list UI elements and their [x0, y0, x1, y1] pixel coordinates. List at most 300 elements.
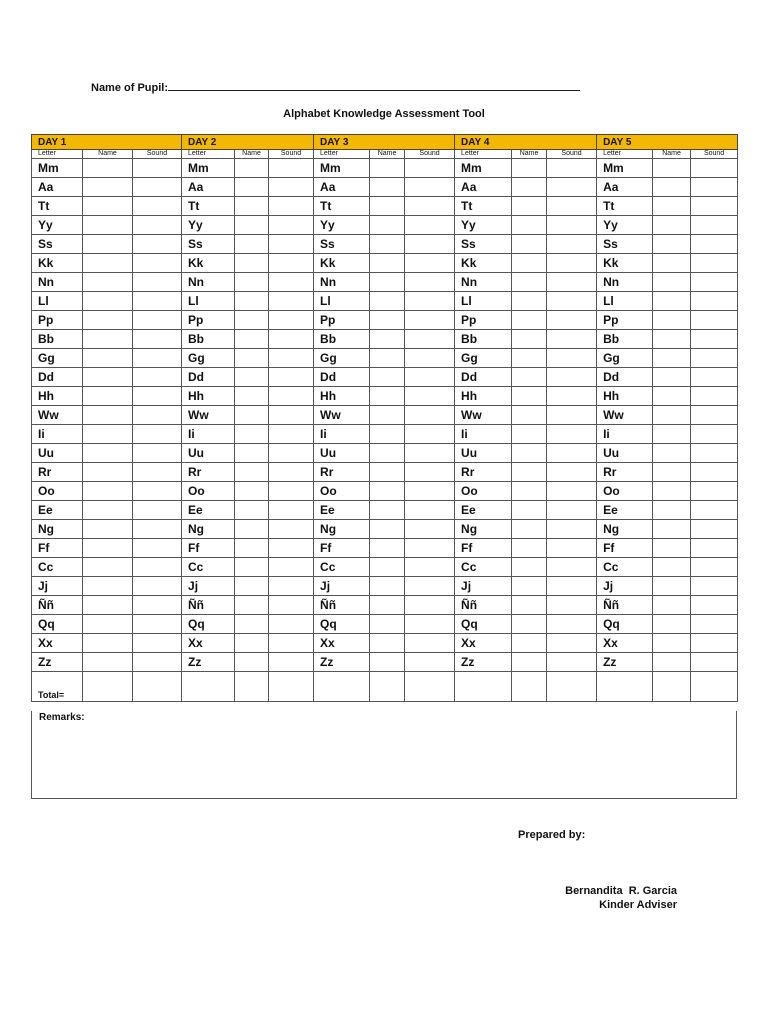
sound-check-cell[interactable] — [269, 330, 314, 349]
letter-row — [32, 197, 738, 216]
name-check-cell[interactable] — [83, 197, 133, 216]
letter-cell: Yy — [182, 216, 235, 235]
sound-check-cell[interactable] — [405, 159, 455, 178]
name-check-cell[interactable] — [370, 653, 405, 672]
sound-check-cell[interactable] — [405, 197, 455, 216]
name-check-cell[interactable] — [512, 349, 547, 368]
sound-check-cell[interactable] — [269, 216, 314, 235]
sound-check-cell[interactable] — [547, 273, 597, 292]
name-check-cell[interactable] — [370, 197, 405, 216]
name-check-cell[interactable] — [653, 539, 691, 558]
sound-check-cell[interactable] — [133, 216, 182, 235]
name-check-cell[interactable] — [512, 634, 547, 653]
name-check-cell[interactable] — [370, 501, 405, 520]
total-sound-cell[interactable] — [405, 672, 455, 702]
name-check-cell[interactable] — [83, 615, 133, 634]
name-check-cell[interactable] — [235, 596, 269, 615]
sound-check-cell[interactable] — [133, 387, 182, 406]
sound-check-cell[interactable] — [547, 254, 597, 273]
sound-check-cell[interactable] — [133, 539, 182, 558]
sound-check-cell[interactable] — [269, 444, 314, 463]
name-check-cell[interactable] — [370, 520, 405, 539]
name-check-cell[interactable] — [653, 444, 691, 463]
total-name-cell[interactable] — [512, 672, 547, 702]
sound-check-cell[interactable] — [405, 482, 455, 501]
name-check-cell[interactable] — [235, 216, 269, 235]
name-check-cell[interactable] — [512, 482, 547, 501]
name-check-cell[interactable] — [83, 558, 133, 577]
sound-check-cell[interactable] — [133, 311, 182, 330]
name-check-cell[interactable] — [512, 558, 547, 577]
name-check-cell[interactable] — [83, 444, 133, 463]
total-name-cell[interactable] — [370, 672, 405, 702]
sound-check-cell[interactable] — [405, 463, 455, 482]
sound-check-cell[interactable] — [691, 482, 738, 501]
name-check-cell[interactable] — [653, 216, 691, 235]
sound-check-cell[interactable] — [691, 539, 738, 558]
sound-check-cell[interactable] — [269, 368, 314, 387]
name-check-cell[interactable] — [370, 292, 405, 311]
name-check-cell[interactable] — [370, 482, 405, 501]
sound-check-cell[interactable] — [547, 178, 597, 197]
name-check-cell[interactable] — [512, 653, 547, 672]
letter-cell: Bb — [182, 330, 235, 349]
name-check-cell[interactable] — [512, 159, 547, 178]
sound-check-cell[interactable] — [133, 577, 182, 596]
name-check-cell[interactable] — [512, 178, 547, 197]
name-check-cell[interactable] — [653, 482, 691, 501]
sound-check-cell[interactable] — [691, 577, 738, 596]
total-cell[interactable] — [314, 672, 370, 702]
name-check-cell[interactable] — [512, 292, 547, 311]
name-check-cell[interactable] — [512, 615, 547, 634]
sound-check-cell[interactable] — [269, 520, 314, 539]
sound-check-cell[interactable] — [405, 653, 455, 672]
name-check-cell[interactable] — [653, 615, 691, 634]
sound-check-cell[interactable] — [133, 425, 182, 444]
sound-check-cell[interactable] — [405, 311, 455, 330]
sound-check-cell[interactable] — [547, 634, 597, 653]
sound-check-cell[interactable] — [547, 653, 597, 672]
name-check-cell[interactable] — [370, 577, 405, 596]
sound-check-cell[interactable] — [269, 634, 314, 653]
name-check-cell[interactable] — [370, 216, 405, 235]
sound-check-cell[interactable] — [133, 615, 182, 634]
sound-check-cell[interactable] — [269, 596, 314, 615]
sound-check-cell[interactable] — [691, 216, 738, 235]
sound-check-cell[interactable] — [547, 235, 597, 254]
name-check-cell[interactable] — [653, 387, 691, 406]
name-check-cell[interactable] — [235, 501, 269, 520]
sound-check-cell[interactable] — [691, 634, 738, 653]
name-check-cell[interactable] — [235, 482, 269, 501]
name-check-cell[interactable] — [83, 273, 133, 292]
name-check-cell[interactable] — [83, 292, 133, 311]
name-check-cell[interactable] — [235, 387, 269, 406]
sound-check-cell[interactable] — [133, 520, 182, 539]
sound-check-cell[interactable] — [133, 653, 182, 672]
name-check-cell[interactable] — [653, 463, 691, 482]
sound-check-cell[interactable] — [405, 596, 455, 615]
pupil-name-field[interactable] — [91, 79, 580, 94]
name-check-cell[interactable] — [235, 406, 269, 425]
name-check-cell[interactable] — [83, 330, 133, 349]
name-check-cell[interactable] — [235, 577, 269, 596]
sound-check-cell[interactable] — [691, 330, 738, 349]
name-check-cell[interactable] — [653, 330, 691, 349]
name-check-cell[interactable] — [370, 406, 405, 425]
name-check-cell[interactable] — [370, 463, 405, 482]
sound-check-cell[interactable] — [133, 463, 182, 482]
sound-check-cell[interactable] — [133, 349, 182, 368]
sound-check-cell[interactable] — [691, 558, 738, 577]
sound-check-cell[interactable] — [691, 197, 738, 216]
name-check-cell[interactable] — [370, 330, 405, 349]
name-check-cell[interactable] — [235, 273, 269, 292]
name-check-cell[interactable] — [653, 577, 691, 596]
sound-check-cell[interactable] — [405, 444, 455, 463]
sound-check-cell[interactable] — [547, 482, 597, 501]
sound-check-cell[interactable] — [133, 444, 182, 463]
name-check-cell[interactable] — [370, 539, 405, 558]
name-check-cell[interactable] — [370, 235, 405, 254]
sound-check-cell[interactable] — [405, 539, 455, 558]
letter-cell: Qq — [597, 615, 653, 634]
sound-check-cell[interactable] — [405, 558, 455, 577]
sound-check-cell[interactable] — [547, 444, 597, 463]
name-check-cell[interactable] — [235, 558, 269, 577]
sound-check-cell[interactable] — [269, 273, 314, 292]
name-check-cell[interactable] — [370, 425, 405, 444]
name-check-cell[interactable] — [235, 368, 269, 387]
sound-check-cell[interactable] — [133, 292, 182, 311]
sound-check-cell[interactable] — [547, 330, 597, 349]
sound-check-cell[interactable] — [691, 615, 738, 634]
sound-check-cell[interactable] — [269, 387, 314, 406]
sound-check-cell[interactable] — [691, 235, 738, 254]
sound-check-cell[interactable] — [133, 501, 182, 520]
name-check-cell[interactable] — [83, 178, 133, 197]
name-check-cell[interactable] — [370, 159, 405, 178]
sound-check-cell[interactable] — [405, 501, 455, 520]
name-check-cell[interactable] — [83, 463, 133, 482]
sound-check-cell[interactable] — [133, 368, 182, 387]
sound-check-cell[interactable] — [691, 444, 738, 463]
sound-check-cell[interactable] — [547, 577, 597, 596]
sound-check-cell[interactable] — [547, 216, 597, 235]
name-check-cell[interactable] — [235, 254, 269, 273]
name-check-cell[interactable] — [235, 463, 269, 482]
sound-check-cell[interactable] — [405, 216, 455, 235]
name-check-cell[interactable] — [83, 349, 133, 368]
letter-row — [32, 634, 738, 653]
sound-check-cell[interactable] — [405, 292, 455, 311]
sound-check-cell[interactable] — [547, 520, 597, 539]
name-check-cell[interactable] — [512, 216, 547, 235]
name-check-cell[interactable] — [83, 387, 133, 406]
sound-check-cell[interactable] — [405, 520, 455, 539]
name-check-cell[interactable] — [83, 235, 133, 254]
name-check-cell[interactable] — [370, 273, 405, 292]
sound-check-cell[interactable] — [547, 406, 597, 425]
sound-check-cell[interactable] — [405, 425, 455, 444]
sound-check-cell[interactable] — [691, 387, 738, 406]
name-check-cell[interactable] — [512, 273, 547, 292]
name-check-cell[interactable] — [235, 520, 269, 539]
name-check-cell[interactable] — [653, 596, 691, 615]
name-check-cell[interactable] — [235, 159, 269, 178]
sound-check-cell[interactable] — [547, 292, 597, 311]
name-check-cell[interactable] — [83, 216, 133, 235]
name-check-cell[interactable] — [235, 311, 269, 330]
name-check-cell[interactable] — [653, 311, 691, 330]
name-check-cell[interactable] — [83, 254, 133, 273]
sound-check-cell[interactable] — [269, 235, 314, 254]
sound-check-cell[interactable] — [691, 292, 738, 311]
name-check-cell[interactable] — [83, 596, 133, 615]
name-check-cell[interactable] — [653, 368, 691, 387]
name-check-cell[interactable] — [83, 520, 133, 539]
letter-cell: Ng — [455, 520, 512, 539]
name-check-cell[interactable] — [83, 482, 133, 501]
sound-check-cell[interactable] — [133, 330, 182, 349]
sound-check-cell[interactable] — [405, 577, 455, 596]
sound-check-cell[interactable] — [547, 197, 597, 216]
letter-row — [32, 216, 738, 235]
sound-check-cell[interactable] — [133, 482, 182, 501]
sound-check-cell[interactable] — [269, 539, 314, 558]
name-check-cell[interactable] — [83, 634, 133, 653]
name-check-cell[interactable] — [653, 159, 691, 178]
sound-check-cell[interactable] — [269, 653, 314, 672]
sound-check-cell[interactable] — [547, 311, 597, 330]
name-check-cell[interactable] — [370, 254, 405, 273]
sound-check-cell[interactable] — [691, 178, 738, 197]
sound-check-cell[interactable] — [691, 596, 738, 615]
name-check-cell[interactable] — [653, 501, 691, 520]
name-check-cell[interactable] — [653, 273, 691, 292]
name-check-cell[interactable] — [370, 178, 405, 197]
name-check-cell[interactable] — [653, 235, 691, 254]
sound-check-cell[interactable] — [133, 254, 182, 273]
name-check-cell[interactable] — [83, 577, 133, 596]
total-sound-cell[interactable] — [133, 672, 182, 702]
sound-check-cell[interactable] — [691, 159, 738, 178]
name-check-cell[interactable] — [512, 235, 547, 254]
sound-check-cell[interactable] — [691, 368, 738, 387]
name-check-cell[interactable] — [512, 596, 547, 615]
sound-check-cell[interactable] — [547, 501, 597, 520]
sound-check-cell[interactable] — [133, 159, 182, 178]
sound-check-cell[interactable] — [133, 558, 182, 577]
sound-check-cell[interactable] — [691, 406, 738, 425]
sound-check-cell[interactable] — [269, 311, 314, 330]
sound-check-cell[interactable] — [547, 425, 597, 444]
name-check-cell[interactable] — [235, 539, 269, 558]
sound-check-cell[interactable] — [547, 463, 597, 482]
name-check-cell[interactable] — [235, 235, 269, 254]
name-check-cell[interactable] — [512, 539, 547, 558]
name-check-cell[interactable] — [653, 254, 691, 273]
total-sound-cell[interactable] — [269, 672, 314, 702]
name-check-cell[interactable] — [512, 311, 547, 330]
sound-check-cell[interactable] — [405, 254, 455, 273]
sound-check-cell[interactable] — [691, 653, 738, 672]
sound-check-cell[interactable] — [547, 368, 597, 387]
letter-row — [32, 577, 738, 596]
sound-check-cell[interactable] — [691, 463, 738, 482]
name-check-cell[interactable] — [512, 444, 547, 463]
name-check-cell[interactable] — [653, 520, 691, 539]
sound-check-cell[interactable] — [405, 615, 455, 634]
pupil-name-blank-line[interactable] — [168, 79, 580, 91]
sound-check-cell[interactable] — [133, 178, 182, 197]
sound-check-cell[interactable] — [269, 558, 314, 577]
sound-check-cell[interactable] — [269, 292, 314, 311]
sound-check-cell[interactable] — [269, 615, 314, 634]
name-check-cell[interactable] — [653, 558, 691, 577]
sound-check-cell[interactable] — [405, 330, 455, 349]
name-check-cell[interactable] — [512, 577, 547, 596]
sound-check-cell[interactable] — [547, 596, 597, 615]
name-check-cell[interactable] — [370, 368, 405, 387]
total-cell[interactable] — [182, 672, 235, 702]
total-name-cell[interactable] — [653, 672, 691, 702]
sound-check-cell[interactable] — [691, 311, 738, 330]
name-check-cell[interactable] — [83, 406, 133, 425]
name-check-cell[interactable] — [512, 406, 547, 425]
name-check-cell[interactable] — [83, 159, 133, 178]
sound-check-cell[interactable] — [691, 349, 738, 368]
name-check-cell[interactable] — [83, 653, 133, 672]
sound-check-cell[interactable] — [691, 520, 738, 539]
sound-check-cell[interactable] — [547, 558, 597, 577]
name-check-cell[interactable] — [512, 501, 547, 520]
total-cell[interactable] — [455, 672, 512, 702]
sound-check-cell[interactable] — [133, 596, 182, 615]
name-check-cell[interactable] — [653, 406, 691, 425]
sound-check-cell[interactable] — [405, 634, 455, 653]
sound-check-cell[interactable] — [547, 387, 597, 406]
name-check-cell[interactable] — [653, 653, 691, 672]
name-check-cell[interactable] — [653, 349, 691, 368]
sound-check-cell[interactable] — [547, 615, 597, 634]
sound-check-cell[interactable] — [691, 501, 738, 520]
name-check-cell[interactable] — [653, 292, 691, 311]
name-check-cell[interactable] — [235, 349, 269, 368]
name-check-cell[interactable] — [370, 444, 405, 463]
name-check-cell[interactable] — [653, 197, 691, 216]
sound-check-cell[interactable] — [547, 349, 597, 368]
name-check-cell[interactable] — [512, 387, 547, 406]
total-name-cell[interactable] — [83, 672, 133, 702]
name-check-cell[interactable] — [235, 653, 269, 672]
letter-cell: Ng — [314, 520, 370, 539]
sound-check-cell[interactable] — [405, 368, 455, 387]
total-sound-cell[interactable] — [547, 672, 597, 702]
name-check-cell[interactable] — [512, 463, 547, 482]
name-check-cell[interactable] — [370, 634, 405, 653]
name-check-cell[interactable] — [235, 178, 269, 197]
total-sound-cell[interactable] — [691, 672, 738, 702]
sound-check-cell[interactable] — [269, 406, 314, 425]
name-check-cell[interactable] — [83, 539, 133, 558]
letter-cell: Nn — [314, 273, 370, 292]
total-cell[interactable] — [597, 672, 653, 702]
sound-check-cell[interactable] — [547, 539, 597, 558]
name-check-cell[interactable] — [83, 425, 133, 444]
name-check-cell[interactable] — [512, 254, 547, 273]
sound-check-cell[interactable] — [269, 482, 314, 501]
name-check-cell[interactable] — [83, 311, 133, 330]
name-check-cell[interactable] — [235, 615, 269, 634]
sound-check-cell[interactable] — [405, 406, 455, 425]
name-check-cell[interactable] — [370, 558, 405, 577]
sound-check-cell[interactable] — [269, 463, 314, 482]
name-check-cell[interactable] — [83, 501, 133, 520]
name-check-cell[interactable] — [370, 349, 405, 368]
sound-check-cell[interactable] — [269, 178, 314, 197]
name-check-cell[interactable] — [512, 197, 547, 216]
name-check-cell[interactable] — [512, 520, 547, 539]
name-check-cell[interactable] — [653, 634, 691, 653]
sound-check-cell[interactable] — [133, 406, 182, 425]
sound-check-cell[interactable] — [133, 235, 182, 254]
sound-check-cell[interactable] — [269, 425, 314, 444]
sound-check-cell[interactable] — [269, 501, 314, 520]
name-check-cell[interactable] — [653, 425, 691, 444]
sound-check-cell[interactable] — [269, 197, 314, 216]
sound-check-cell[interactable] — [691, 425, 738, 444]
name-check-cell[interactable] — [235, 444, 269, 463]
name-check-cell[interactable] — [235, 292, 269, 311]
sound-check-cell[interactable] — [133, 197, 182, 216]
name-check-cell[interactable] — [512, 368, 547, 387]
name-check-cell[interactable] — [370, 596, 405, 615]
name-check-cell[interactable] — [235, 330, 269, 349]
name-check-cell[interactable] — [235, 197, 269, 216]
name-check-cell[interactable] — [370, 387, 405, 406]
sound-check-cell[interactable] — [405, 273, 455, 292]
name-check-cell[interactable] — [370, 311, 405, 330]
name-check-cell[interactable] — [512, 425, 547, 444]
sound-check-cell[interactable] — [133, 634, 182, 653]
sound-check-cell[interactable] — [133, 273, 182, 292]
sound-check-cell[interactable] — [269, 577, 314, 596]
sound-check-cell[interactable] — [269, 159, 314, 178]
name-check-cell[interactable] — [235, 634, 269, 653]
total-name-cell[interactable] — [235, 672, 269, 702]
sound-check-cell[interactable] — [547, 159, 597, 178]
sound-check-cell[interactable] — [405, 349, 455, 368]
name-check-cell[interactable] — [512, 330, 547, 349]
column-header-row — [32, 150, 738, 159]
name-check-cell[interactable] — [370, 615, 405, 634]
remarks-box[interactable] — [31, 711, 737, 799]
sound-check-cell[interactable] — [269, 254, 314, 273]
sound-check-cell[interactable] — [691, 273, 738, 292]
sound-check-cell[interactable] — [691, 254, 738, 273]
sound-check-cell[interactable] — [405, 235, 455, 254]
name-check-cell[interactable] — [653, 178, 691, 197]
letter-row — [32, 501, 738, 520]
sound-check-cell[interactable] — [405, 178, 455, 197]
letter-cell: Pp — [455, 311, 512, 330]
name-check-cell[interactable] — [83, 368, 133, 387]
sound-check-cell[interactable] — [269, 349, 314, 368]
sound-check-cell[interactable] — [405, 387, 455, 406]
name-check-cell[interactable] — [235, 425, 269, 444]
